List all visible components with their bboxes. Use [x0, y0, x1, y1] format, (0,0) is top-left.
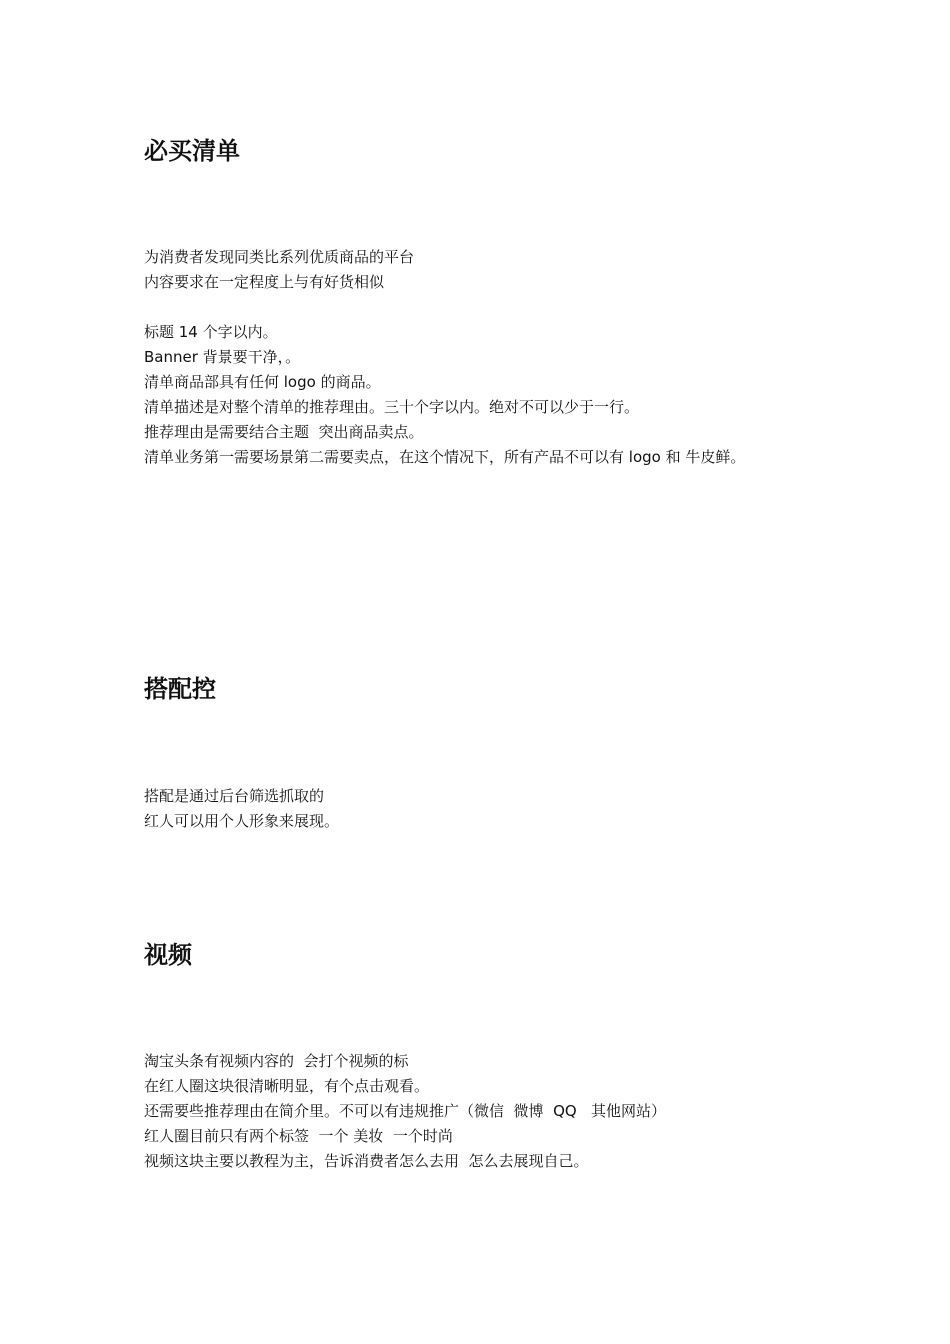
section-body-video: [144, 1049, 666, 1174]
paragraph-line: 清单描述是对整个清单的推荐理由。三十个字以内。绝对不可以少于一行。: [144, 398, 640, 416]
paragraph-line: 还需要些推荐理由在简介里。不可以有违规推广（微信 微博 QQ 其他网站）: [144, 1102, 666, 1120]
paragraph-line: 内容要求在一定程度上与有好货相似: [144, 273, 385, 291]
paragraph-blank-line: [144, 295, 745, 320]
paragraph-line: Banner 背景要干净，。: [144, 348, 301, 366]
paragraph-line: 清单业务第一需要场景第二需要卖点，在这个情况下，所有产品不可以有 logo 和 牛皮鲜。: [144, 448, 746, 466]
paragraph-line: 红人圈目前只有两个标签 一个 美妆 一个时尚: [144, 1127, 453, 1145]
paragraph-line: 标题 14 个字以内。: [144, 323, 278, 341]
paragraph-line: 推荐理由是需要结合主题 突出商品卖点。: [144, 423, 424, 441]
paragraph-line: 视频这块主要以教程为主，告诉消费者怎么去用 怎么去展现自己。: [144, 1152, 589, 1170]
section-body-must-buy-list: [144, 245, 745, 470]
paragraph-line: 红人可以用个人形象来展现。: [144, 812, 340, 830]
paragraph-line: 为消费者发现同类比系列优质商品的平台: [144, 248, 415, 266]
paragraph-line: 在红人圈这块很清晰明显，有个点击观看。: [144, 1077, 430, 1095]
section-heading-outfit: 搭配控: [144, 675, 216, 703]
section-heading-must-buy-list: 必买清单: [144, 137, 240, 165]
section-body-outfit: [144, 784, 339, 834]
section-heading-video: 视频: [144, 941, 192, 969]
paragraph-line: 淘宝头条有视频内容的 会打个视频的标: [144, 1052, 409, 1070]
paragraph-line: 清单商品部具有任何 logo 的商品。: [144, 373, 381, 391]
paragraph-line: 搭配是通过后台筛选抓取的: [144, 787, 325, 805]
